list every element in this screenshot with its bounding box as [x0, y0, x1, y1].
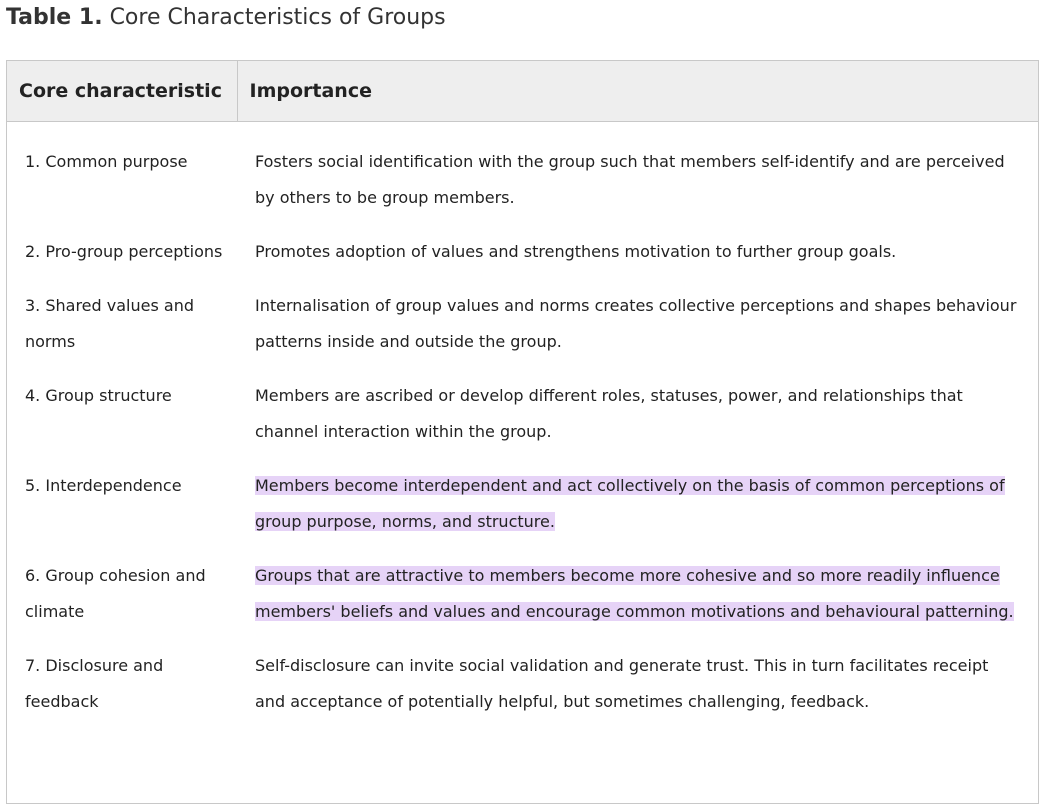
- highlighted-text: Members become interdependent and act collectively on the basis of common perceptions of group purpose, norms, and structure.: [255, 475, 1005, 531]
- importance-text: Internalisation of group values and norms creates collective perceptions and shapes behaviour patterns inside and outside the group.: [255, 295, 1017, 351]
- table-row: [7, 234, 1038, 288]
- table-row: [7, 288, 1038, 378]
- table-row: [7, 558, 1038, 648]
- table-row: [7, 378, 1038, 468]
- table-caption: [6, 4, 446, 32]
- characteristics-table: [7, 61, 1038, 738]
- table-row: [7, 468, 1038, 558]
- importance-cell: [237, 468, 1038, 558]
- table-row: [7, 121, 1038, 234]
- characteristic-cell: 1. Common purpose: [25, 151, 188, 171]
- importance-text: Self-disclosure can invite social validation and generate trust. This in turn facilitates receipt and acceptance of potentially helpful, but sometimes challenging, feedback.: [255, 655, 989, 711]
- importance-cell: [237, 121, 1038, 234]
- column-header-characteristic: Core characteristic: [7, 61, 237, 121]
- characteristic-cell: 5. Interdependence: [25, 475, 182, 495]
- importance-cell: [237, 288, 1038, 378]
- importance-text: Promotes adoption of values and strengthens motivation to further group goals.: [255, 241, 897, 261]
- highlighted-text: Groups that are attractive to members become more cohesive and so more readily influence members' beliefs and values and encourage common motivations and behavioural patterning.: [255, 565, 1014, 621]
- importance-cell: [237, 648, 1038, 738]
- characteristic-cell: 3. Shared values and norms: [25, 295, 194, 351]
- table-header-row: [7, 61, 1038, 121]
- characteristic-cell: 7. Disclosure and feedback: [25, 655, 164, 711]
- column-header-importance: Importance: [237, 61, 1038, 121]
- importance-cell: [237, 558, 1038, 648]
- table-caption-label: Table 1.: [6, 5, 103, 30]
- table-caption-title: Core Characteristics of Groups: [109, 5, 446, 30]
- characteristics-table-container: [6, 60, 1039, 804]
- importance-text: Fosters social identification with the group such that members self-identify and are perceived by others to be group members.: [255, 151, 1005, 207]
- table-row: [7, 648, 1038, 738]
- characteristic-cell: 4. Group structure: [25, 385, 172, 405]
- importance-cell: [237, 378, 1038, 468]
- importance-text: Members are ascribed or develop different roles, statuses, power, and relationships that channel interaction within the group.: [255, 385, 963, 441]
- importance-cell: [237, 234, 1038, 288]
- characteristic-cell: 2. Pro-group perceptions: [25, 241, 223, 261]
- characteristic-cell: 6. Group cohesion and climate: [25, 565, 206, 621]
